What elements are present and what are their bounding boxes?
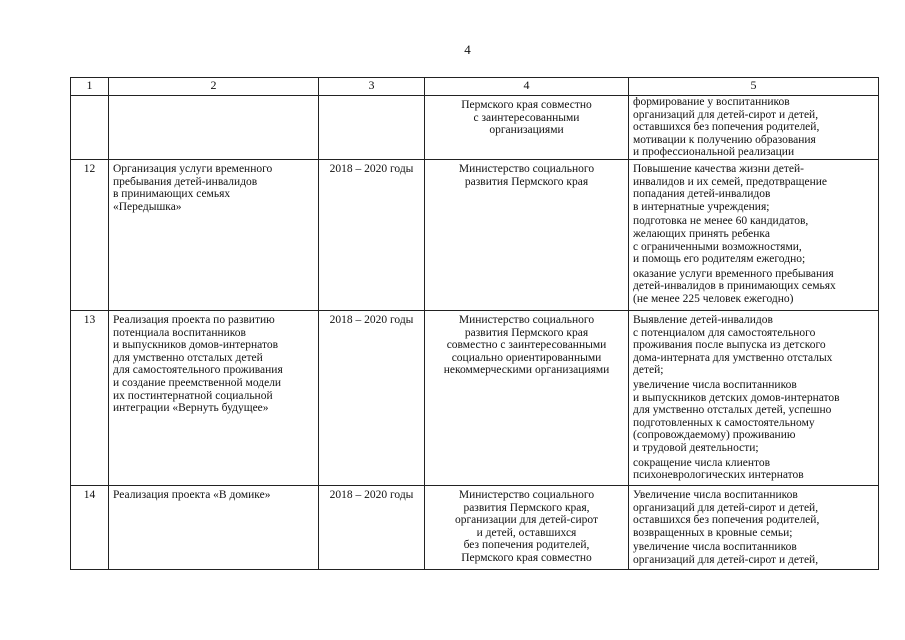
result-segment — [633, 314, 875, 377]
cell-executor — [425, 96, 629, 160]
executor-line: развития Пермского края — [464, 326, 589, 339]
result-line: желающих принять ребенка — [633, 227, 770, 240]
result-line: подготовленных к самостоятельному — [633, 416, 815, 429]
name-line: пребывания детей-инвалидов — [113, 175, 258, 188]
result-line: возвращенных в кровные семьи; — [633, 526, 793, 539]
result-line: оказание услуги временного пребывания — [633, 267, 834, 280]
name-line: и выпускников домов-интернатов — [113, 339, 279, 352]
result-line: Увеличение числа воспитанников — [633, 489, 798, 501]
cell-num: 14 — [71, 486, 109, 570]
page-crop-area — [0, 578, 905, 640]
cell-executor — [425, 486, 629, 570]
header-col-5: 5 — [629, 78, 879, 96]
result-line: оставшихся без попечения родителей, — [633, 121, 820, 134]
result-line: подготовка не менее 60 кандидатов, — [633, 215, 809, 228]
result-line: и помощь его родителям ежегодно; — [633, 253, 806, 266]
result-segment — [633, 379, 875, 455]
result-line: с потенциалом для самостоятельного — [633, 326, 816, 339]
executor-line: организациями — [489, 124, 564, 137]
executor-line: Пермского края совместно — [461, 99, 592, 111]
result-line: (не менее 225 человек ежегодно) — [633, 292, 794, 305]
header-row — [71, 78, 879, 96]
cell-period: 2018 – 2020 годы — [319, 160, 425, 311]
program-table — [70, 77, 879, 570]
result-segment — [633, 489, 875, 539]
result-line: проживания после выпуска из детского — [633, 339, 826, 352]
result-line: в интернатные учреждения; — [633, 200, 770, 213]
name-line: потенциала воспитанников — [113, 326, 246, 339]
result-segment — [633, 96, 875, 159]
cell-num: 13 — [71, 311, 109, 486]
executor-line: с заинтересованными — [473, 111, 580, 124]
cell-executor — [425, 311, 629, 486]
result-line: с ограниченными возможностями, — [633, 240, 802, 253]
result-line: Выявление детей-инвалидов — [633, 314, 773, 326]
executor-line: совместно с заинтересованными — [446, 339, 607, 352]
result-line: дома-интерната для умственно отсталых — [633, 351, 833, 364]
header-col-3: 3 — [319, 78, 425, 96]
cell-period: 2018 – 2020 годы — [319, 311, 425, 486]
executor-line: развития Пермского края — [464, 175, 589, 188]
cell-result — [629, 160, 879, 311]
executor-line: некоммерческими организациями — [443, 364, 610, 377]
cell-period: 2018 – 2020 годы — [319, 486, 425, 570]
name-line: их постинтернатной социальной — [113, 389, 273, 402]
cell-result — [629, 96, 879, 160]
table-row-14 — [71, 486, 879, 570]
cell-period — [319, 96, 425, 160]
name-line: Организация услуги временного — [113, 163, 273, 175]
name-line: Реализация проекта по развитию — [113, 314, 275, 326]
table-row-12 — [71, 160, 879, 311]
result-line: детей; — [633, 364, 664, 377]
result-segment — [633, 457, 875, 482]
result-line: инвалидов и их семей, предотвращение — [633, 175, 828, 188]
executor-line: Министерство социального — [458, 163, 595, 175]
result-line: детей-инвалидов в принимающих семьях — [633, 280, 836, 293]
cell-result — [629, 311, 879, 486]
result-line: психоневрологических интернатов — [633, 469, 804, 482]
cell-name — [109, 160, 319, 311]
result-line: и выпускников детских домов-интернатов — [633, 391, 840, 404]
result-line: и трудовой деятельности; — [633, 441, 759, 454]
executor-line: Министерство социального — [458, 314, 595, 326]
result-line: организаций для детей-сирот и детей, — [633, 501, 819, 514]
executor-line: и детей, оставшихся — [476, 526, 577, 539]
cell-num: 12 — [71, 160, 109, 311]
result-line: оставшихся без попечения родителей, — [633, 514, 820, 527]
result-segment — [633, 541, 875, 566]
result-segment — [633, 215, 875, 265]
result-line: увеличение числа воспитанников — [633, 378, 797, 391]
result-line: попадания детей-инвалидов — [633, 188, 771, 201]
header-col-1: 1 — [71, 78, 109, 96]
executor-line: Пермского края совместно — [461, 551, 592, 564]
header-col-4: 4 — [425, 78, 629, 96]
result-line: Повышение качества жизни детей- — [633, 163, 804, 175]
name-line: интеграции «Вернуть будущее» — [113, 402, 269, 415]
name-line: Реализация проекта «В домике» — [113, 489, 271, 501]
executor-line: без попечения родителей, — [463, 539, 590, 552]
result-line: сокращение числа клиентов — [633, 456, 771, 469]
result-line: увеличение числа воспитанников — [633, 541, 797, 554]
cell-name — [109, 486, 319, 570]
result-line: мотивации к получению образования — [633, 133, 816, 146]
cell-num — [71, 96, 109, 160]
table-row-13 — [71, 311, 879, 486]
executor-line: развития Пермского края, — [463, 501, 590, 514]
name-line: в принимающих семьях — [113, 188, 231, 201]
name-line: для умственно отсталых детей — [113, 351, 263, 364]
result-segment — [633, 163, 875, 213]
page-number: 4 — [464, 42, 471, 57]
name-line: «Передышка» — [113, 200, 182, 213]
name-line: и создание преемственной модели — [113, 376, 282, 389]
cell-name — [109, 96, 319, 160]
cell-result — [629, 486, 879, 570]
cell-name — [109, 311, 319, 486]
result-line: и профессиональной реализации — [633, 146, 795, 159]
table-row-continuation — [71, 96, 879, 160]
name-line: для самостоятельного проживания — [113, 364, 283, 377]
result-line: организаций для детей-сирот и детей, — [633, 108, 819, 121]
result-line: (сопровождаемому) проживанию — [633, 429, 796, 442]
result-line: для умственно отсталых детей, успешно — [633, 404, 832, 417]
executor-line: организации для детей-сирот — [454, 514, 599, 527]
executor-line: Министерство социального — [458, 489, 595, 501]
executor-line: социально ориентированными — [451, 351, 602, 364]
result-segment — [633, 268, 875, 306]
header-col-2: 2 — [109, 78, 319, 96]
result-line: организаций для детей-сирот и детей, — [633, 553, 819, 566]
cell-executor — [425, 160, 629, 311]
result-line: формирование у воспитанников — [633, 96, 790, 108]
